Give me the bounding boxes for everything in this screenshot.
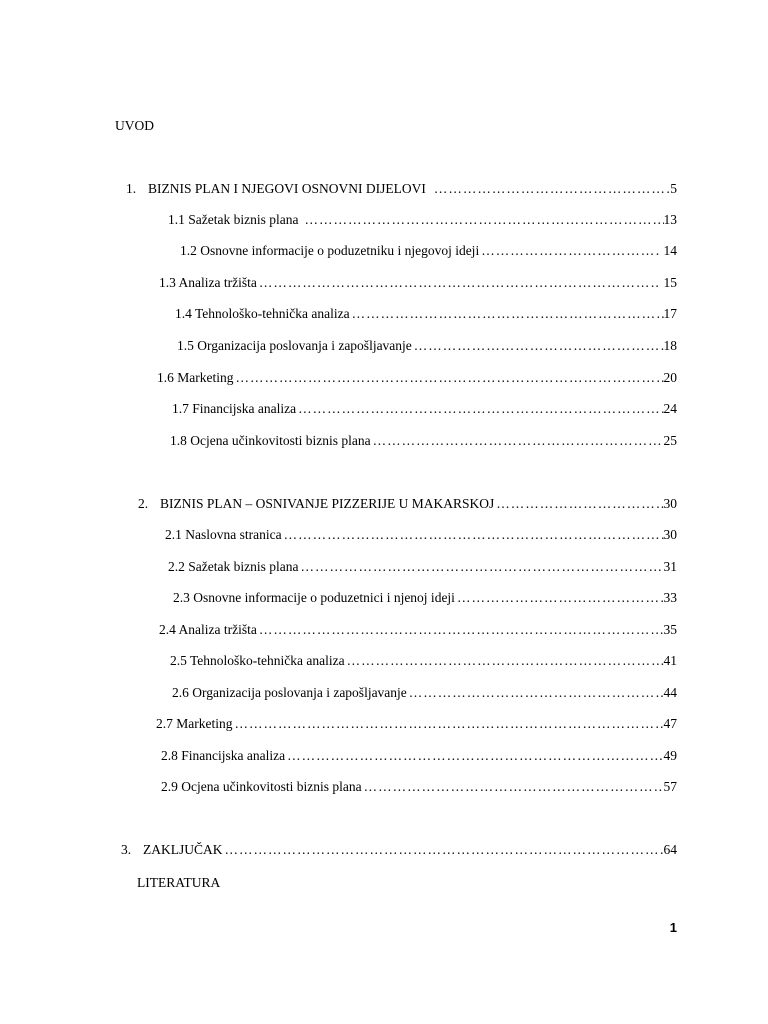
toc-page-ref: 20 [663, 370, 677, 385]
toc-entry [157, 370, 677, 386]
toc-entry [180, 243, 677, 259]
toc-page-ref: 33 [663, 590, 677, 605]
toc-chapter-1 [126, 181, 677, 197]
toc-chapter-title: BIZNIS PLAN – OSNIVANJE PIZZERIJE U MAKARSKOJ [160, 496, 495, 511]
toc-entry [170, 653, 677, 669]
toc-leader-dots [236, 370, 664, 386]
toc-page-ref: 18 [663, 338, 677, 353]
toc-leader-dots [414, 338, 664, 354]
toc-page-ref: 41 [663, 653, 677, 668]
toc-page-ref: 24 [663, 401, 677, 416]
toc-entry [161, 748, 677, 764]
toc-page-ref: 44 [663, 685, 677, 700]
toc-entry [165, 527, 677, 543]
toc-entry-label: 1.5 Organizacija poslovanja i zapošljavanje [177, 338, 412, 353]
toc-entry [177, 338, 677, 354]
toc-chapter-2 [138, 496, 677, 512]
toc-entry-label: 2.8 Financijska analiza [161, 748, 286, 763]
toc-leader-dots [481, 243, 660, 259]
toc-chapter-title: ZAKLJUČAK [143, 842, 223, 857]
toc-page-ref: 17 [663, 306, 677, 321]
toc-entry-label: 1.3 Analiza tržišta [159, 275, 257, 290]
toc-chapter-3 [121, 842, 677, 858]
toc-entry-label: 2.6 Organizacija poslovanja i zapošljavanje [172, 685, 407, 700]
toc-leader-dots [298, 401, 663, 417]
toc-entry [159, 275, 677, 291]
toc-leader-dots [352, 306, 664, 322]
toc-page-ref: 49 [663, 748, 677, 763]
toc-leader-dots [284, 527, 664, 543]
toc-leader-dots [373, 433, 664, 449]
toc-entry-label: 2.9 Ocjena učinkovitosti biznis plana [161, 779, 362, 794]
toc-leader-dots [496, 496, 663, 512]
toc-entry [168, 212, 677, 228]
toc-chapter-number: 3. [121, 842, 132, 857]
toc-page-ref: 30 [663, 527, 677, 542]
toc-page-ref: 30 [663, 496, 677, 511]
toc-entry-label: 1.4 Tehnološko-tehnička analiza [175, 306, 350, 321]
toc-page-ref: 47 [663, 716, 677, 731]
toc-entry-label: 1.7 Financijska analiza [172, 401, 297, 416]
toc-leader-dots [235, 716, 664, 732]
toc-entry [159, 622, 677, 638]
toc-leader-dots [409, 685, 664, 701]
toc-entry [172, 685, 677, 701]
toc-chapter-title: BIZNIS PLAN I NJEGOVI OSNOVNI DIJELOVI [148, 181, 426, 196]
toc-page-ref: 57 [663, 779, 677, 794]
toc-entry-label: 1.6 Marketing [157, 370, 234, 385]
toc-leader-dots [225, 842, 664, 858]
toc-page-ref: 35 [663, 622, 677, 637]
toc-leader-dots [457, 590, 664, 606]
toc-entry-label: 2.1 Naslovna stranica [165, 527, 282, 542]
toc-leader-dots [304, 212, 663, 228]
toc-entry-label: 2.4 Analiza tržišta [159, 622, 257, 637]
toc-page-ref: 5 [670, 181, 677, 196]
toc-leader-dots [259, 622, 664, 638]
toc-chapter-number: 2. [138, 496, 149, 511]
toc-chapter-number: 1. [126, 181, 137, 196]
toc-entry [161, 779, 677, 795]
toc-entry [173, 590, 677, 606]
toc-page-ref: 31 [663, 559, 677, 574]
toc-entry-label: 2.7 Marketing [156, 716, 233, 731]
toc-leader-dots [300, 559, 663, 575]
toc-page-ref: 13 [663, 212, 677, 227]
toc-entry [170, 433, 677, 449]
toc-leader-dots [434, 181, 670, 197]
toc-entry-label: 2.5 Tehnološko-tehnička analiza [170, 653, 345, 668]
toc-leader-dots [287, 748, 663, 764]
toc-leader-dots [364, 779, 664, 795]
toc-entry [172, 401, 677, 417]
toc-page-ref: 14 [663, 243, 677, 258]
toc-leader-dots [259, 275, 660, 291]
toc-entry-label: 1.1 Sažetak biznis plana [168, 212, 299, 227]
toc-page-ref: 64 [663, 842, 677, 857]
toc-entry-label: 2.3 Osnovne informacije o poduzetnici i njenoj ideji [173, 590, 455, 605]
toc-entry-label: 1.8 Ocjena učinkovitosti biznis plana [170, 433, 371, 448]
toc-literature: LITERATURA [137, 875, 221, 890]
toc-entry-label: 1.2 Osnovne informacije o poduzetniku i njegovoj ideji [180, 243, 480, 258]
toc-entry-label: 2.2 Sažetak biznis plana [168, 559, 299, 574]
toc-page-ref: 25 [663, 433, 677, 448]
toc-leader-dots [347, 653, 664, 669]
toc-entry [175, 306, 677, 322]
toc-entry [168, 559, 677, 575]
page-number: 1 [669, 920, 677, 935]
toc-page-ref: 15 [663, 275, 677, 290]
toc-entry [156, 716, 677, 732]
toc-intro: UVOD [115, 118, 154, 133]
